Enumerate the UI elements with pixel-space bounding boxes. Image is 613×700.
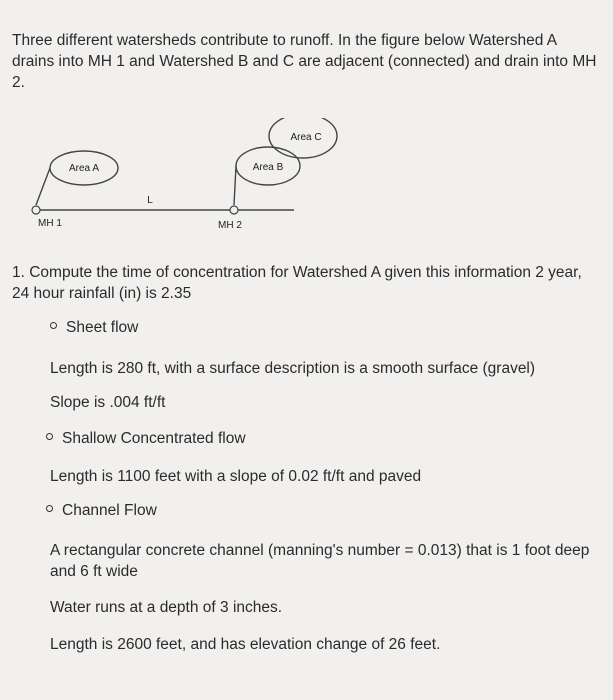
channel-flow-item <box>46 500 157 521</box>
area-c-label: Area C <box>290 132 322 143</box>
sheet-flow-heading: Sheet flow <box>66 319 139 336</box>
sheet-flow-length: Length is 280 ft, with a surface description is a smooth surface (gravel) <box>50 360 536 377</box>
sheet-flow-item <box>50 317 138 338</box>
shallow-flow-details: Length is 1100 feet with a slope of 0.02 ft/ft and paved <box>50 468 422 485</box>
bullet-icon <box>50 322 57 329</box>
question-text: 1. Compute the time of concentration for Watershed A given this information 2 year, 24 hour rainfall (in) is 2.35 <box>12 264 582 302</box>
area-b-drain-line <box>234 166 236 205</box>
channel-flow-depth: Water runs at a depth of 3 inches. <box>50 599 283 616</box>
intro-paragraph: Three different watersheds contribute to runoff. In the figure below Watershed A drains into MH 1 and Watershed B and C are adjacent (connected) and drain into MH 2. <box>12 32 597 91</box>
bullet-icon <box>46 433 53 440</box>
mh2-marker <box>230 206 238 214</box>
pipe-length-label: L <box>147 195 153 206</box>
channel-flow-heading: Channel Flow <box>62 502 157 519</box>
shallow-flow-heading: Shallow Concentrated flow <box>62 430 246 447</box>
area-a-drain-line <box>36 168 50 205</box>
bullet-icon <box>46 505 53 512</box>
mh2-label: MH 2 <box>218 220 242 231</box>
sheet-flow-slope: Slope is .004 ft/ft <box>50 394 166 411</box>
mh1-label: MH 1 <box>38 218 62 229</box>
area-a-label: Area A <box>68 163 100 174</box>
channel-flow-length: Length is 2600 feet, and has elevation change of 26 feet. <box>50 636 441 653</box>
channel-flow-channel: A rectangular concrete channel (manning's number = 0.013) that is 1 foot deep and 6 ft wide <box>50 542 590 580</box>
mh1-marker <box>32 206 40 214</box>
watershed-figure <box>0 118 613 238</box>
shallow-flow-item <box>46 428 246 449</box>
area-b-label: Area B <box>252 162 284 173</box>
